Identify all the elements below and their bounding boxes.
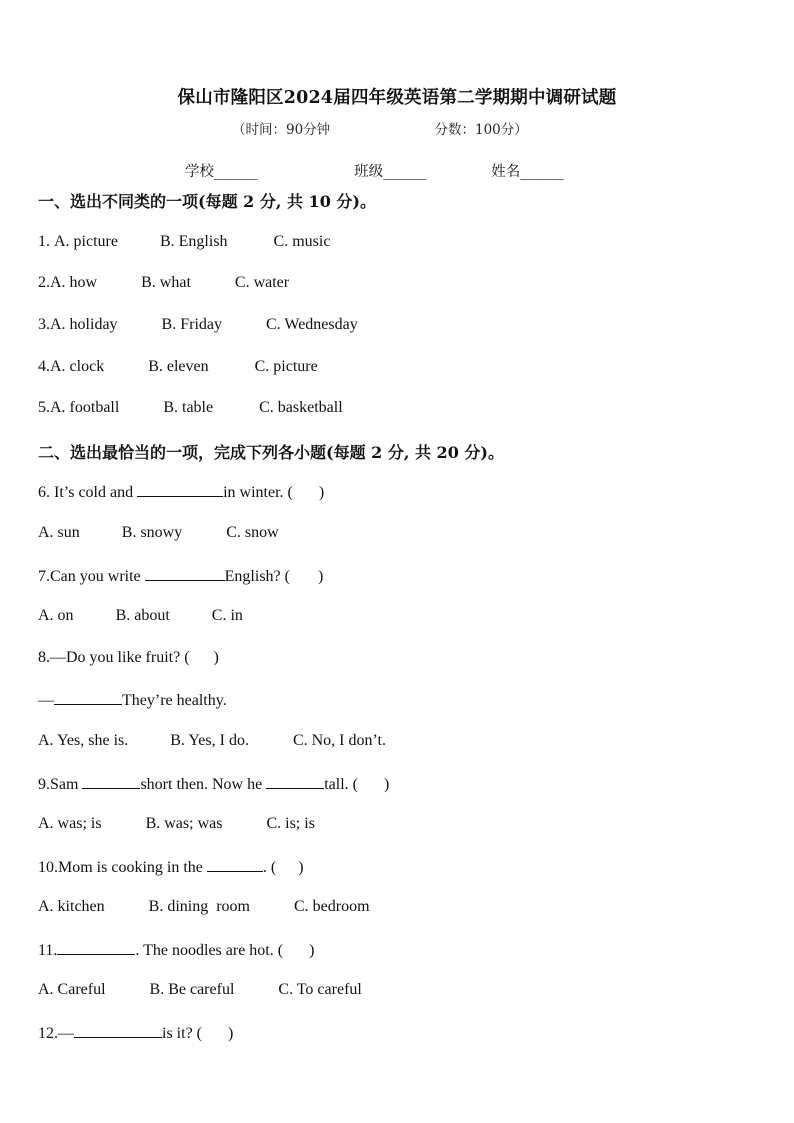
paren-close: )	[383, 776, 390, 793]
paren-close: )	[213, 649, 219, 666]
school-field[interactable]: 学校______	[185, 164, 258, 180]
section-1-heading: 一、选出不同类的一项(每题 2 分, 共 10 分)。	[38, 192, 376, 211]
answer-blank[interactable]	[207, 857, 263, 872]
paren-close: )	[318, 484, 325, 501]
question-text: They’re healthy.	[122, 692, 227, 709]
exam-meta	[232, 118, 528, 138]
question-text: 8.—Do you like fruit? (	[38, 649, 190, 666]
question-5	[38, 399, 343, 417]
option-a[interactable]: A. Yes, she is.	[38, 732, 129, 749]
question-text: 6. It’s cold and	[38, 484, 138, 501]
exam-time: （时间：90分钟	[232, 122, 331, 138]
question-number: 4.	[38, 358, 50, 375]
option-b[interactable]: B. Yes, I do.	[170, 732, 249, 749]
question-6	[38, 482, 324, 502]
question-7-options	[38, 607, 243, 625]
dialogue-dash: —	[38, 692, 54, 709]
option-c[interactable]: C. To careful	[278, 981, 362, 998]
answer-blank[interactable]	[266, 774, 324, 789]
question-7	[38, 566, 323, 586]
option-b[interactable]: B. about	[115, 607, 170, 624]
question-number: 3.	[38, 316, 50, 333]
option-a[interactable]: A. was; is	[38, 815, 102, 832]
question-text: 7.Can you write	[38, 568, 145, 585]
question-8-answer	[38, 690, 227, 710]
question-3	[38, 316, 358, 334]
answer-blank[interactable]	[137, 482, 223, 497]
paren-close: )	[298, 859, 304, 876]
option-b[interactable]: B. snowy	[121, 524, 183, 541]
option-b[interactable]: B. Be careful	[149, 981, 235, 998]
question-text: is it? (	[162, 1025, 202, 1042]
option-c[interactable]: C. picture	[254, 358, 318, 375]
answer-blank[interactable]	[74, 1023, 162, 1038]
question-11-options	[38, 981, 362, 999]
question-12	[38, 1023, 233, 1043]
question-number: 5.	[38, 399, 50, 416]
question-10	[38, 857, 304, 877]
question-1	[38, 233, 330, 251]
option-a[interactable]: A. Careful	[38, 981, 106, 998]
question-text: 12.—	[38, 1025, 74, 1042]
option-c[interactable]: C. is; is	[266, 815, 315, 832]
question-text: 10.Mom is cooking in the	[38, 859, 207, 876]
question-text: short then. Now he	[140, 776, 267, 793]
option-c[interactable]: C. basketball	[259, 399, 343, 416]
question-8	[38, 649, 219, 667]
option-b[interactable]: B. eleven	[148, 358, 209, 375]
section-2-heading: 二、选出最恰当的一项，完成下列各小题(每题 2 分, 共 20 分)。	[38, 443, 504, 462]
option-b[interactable]: B. what	[141, 274, 191, 291]
answer-blank[interactable]	[145, 566, 225, 581]
paren-close: )	[309, 942, 315, 959]
question-text: 11.	[38, 942, 58, 959]
question-4	[38, 358, 318, 376]
student-info	[185, 160, 564, 181]
answer-blank[interactable]	[57, 940, 135, 955]
question-text: English? (	[224, 568, 290, 585]
paren-close: )	[317, 568, 324, 585]
option-a[interactable]: A. holiday	[50, 316, 118, 333]
paren-close: )	[228, 1025, 234, 1042]
question-text: . (	[262, 859, 277, 876]
option-c[interactable]: C. No, I don’t.	[292, 732, 386, 749]
option-a[interactable]: A. football	[50, 399, 120, 416]
name-field[interactable]: 姓名______	[491, 164, 564, 180]
option-b[interactable]: B. was; was	[145, 815, 223, 832]
option-a[interactable]: A. clock	[50, 358, 105, 375]
page-title: 保山市隆阳区2024届四年级英语第二学期期中调研试题	[177, 88, 617, 108]
option-c[interactable]: C. bedroom	[294, 898, 370, 915]
question-number: 2.	[38, 274, 50, 291]
option-a[interactable]: A. kitchen	[38, 898, 105, 915]
option-a[interactable]: A. on	[38, 607, 74, 624]
question-text: in winter. (	[223, 484, 293, 501]
option-c[interactable]: C. Wednesday	[266, 316, 358, 333]
question-11	[38, 940, 314, 960]
question-9-options	[38, 815, 315, 833]
option-c[interactable]: C. in	[211, 607, 243, 624]
question-8-options	[38, 732, 386, 750]
question-text: tall. (	[324, 776, 358, 793]
option-c[interactable]: C. snow	[226, 524, 279, 541]
class-field[interactable]: 班级______	[354, 164, 427, 180]
question-number: 1.	[38, 233, 50, 250]
option-b[interactable]: B. English	[159, 233, 228, 250]
exam-score: 分数：100分）	[434, 122, 528, 138]
option-a[interactable]: A. how	[50, 274, 98, 291]
answer-blank[interactable]	[82, 774, 140, 789]
question-text: . The noodles are hot. (	[135, 942, 284, 959]
option-b[interactable]: B. table	[163, 399, 214, 416]
option-a[interactable]: A. sun	[38, 524, 80, 541]
answer-blank[interactable]	[54, 690, 122, 705]
option-b[interactable]: B. Friday	[161, 316, 222, 333]
question-9	[38, 774, 389, 794]
option-a[interactable]: A. picture	[54, 233, 118, 250]
question-2	[38, 274, 289, 292]
question-6-options	[38, 524, 279, 542]
option-c[interactable]: C. water	[234, 274, 290, 291]
option-b[interactable]: B. dining room	[148, 898, 250, 915]
option-c[interactable]: C. music	[273, 233, 331, 250]
question-10-options	[38, 898, 370, 916]
question-text: 9.Sam	[38, 776, 83, 793]
